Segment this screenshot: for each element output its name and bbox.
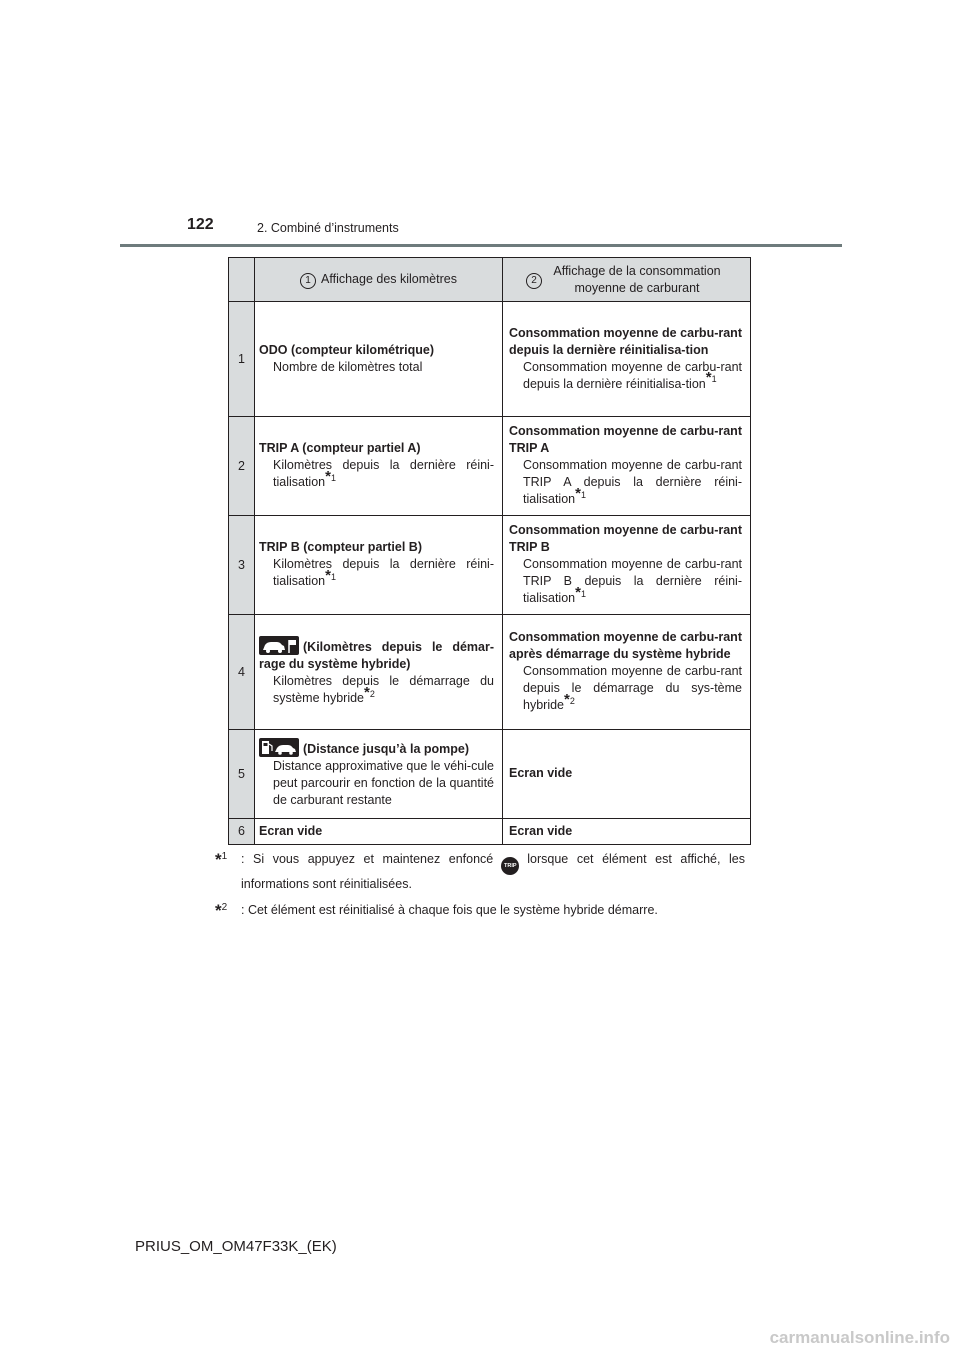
column-header-1 <box>255 258 503 302</box>
item-description-text: Kilomètres depuis la dernière réini-tialisation <box>273 458 494 489</box>
trip-a-consumption-cell <box>503 417 751 516</box>
footnote-ref: *2 <box>564 690 575 708</box>
footnote-ref-number: 2 <box>369 688 375 699</box>
footnote-ref: *1 <box>325 467 336 485</box>
document-code: PRIUS_OM_OM47F33K_(EK) <box>135 1238 337 1255</box>
blank-screen-cell <box>503 730 751 819</box>
row-number: 1 <box>229 302 255 417</box>
car-flag-icon <box>259 636 299 655</box>
watermark: carmanualsonline.info <box>769 1328 950 1347</box>
footnote-ref-number: 2 <box>569 695 575 706</box>
footnote-ref-number: 1 <box>580 489 586 500</box>
item-description <box>509 359 742 393</box>
item-description <box>259 457 494 491</box>
item-title: Ecran vide <box>509 766 573 780</box>
footnote-ref-number: 1 <box>580 588 586 599</box>
footnote-ref: *1 <box>575 583 586 601</box>
footnote-ref-number: 1 <box>330 472 336 483</box>
item-description: Distance approximative que le véhi-cule peut parcourir en fonction de la quantité de carburant restante <box>273 759 494 807</box>
footnote-ref-number: 1 <box>330 571 336 582</box>
footnote-mark-number: 1 <box>221 851 228 862</box>
range-cell <box>255 730 503 819</box>
circled-number-1: 1 <box>300 273 316 289</box>
odometer-cell <box>255 302 503 417</box>
footnote-ref: *2 <box>364 683 375 701</box>
table-row <box>229 417 751 516</box>
item-description-text: Consommation moyenne de carbu-rant depuis le démarrage du sys-tème hybride <box>523 664 742 712</box>
footnote-mark-number: 2 <box>221 902 228 913</box>
item-title <box>259 738 494 758</box>
item-description <box>509 457 742 508</box>
trip-a-cell <box>255 417 503 516</box>
item-title: TRIP B (compteur partiel B) <box>259 540 422 554</box>
item-description-text: Kilomètres depuis le démarrage du système hybride <box>273 674 494 705</box>
row-number: 2 <box>229 417 255 516</box>
item-description <box>259 556 494 590</box>
table-row <box>229 730 751 819</box>
footnote-text-after: lorsque cet élément est affiché, les informations sont réinitialisées. <box>241 852 745 891</box>
trip-button-icon: TRIP <box>501 857 519 875</box>
item-title: Consommation moyenne de carbu-rant après démarrage du système hybride <box>509 630 742 661</box>
footnote-ref: *1 <box>325 566 336 584</box>
info-table <box>228 257 751 845</box>
trip-b-consumption-cell <box>503 516 751 615</box>
circled-number-2: 2 <box>526 273 542 289</box>
table-row <box>229 302 751 417</box>
item-title: Ecran vide <box>509 824 573 838</box>
item-description-text: Consommation moyenne de carbu-rant TRIP A depuis la dernière réini-tialisation <box>523 458 742 506</box>
row-number: 5 <box>229 730 255 819</box>
page-number: 122 <box>187 216 214 233</box>
item-description <box>509 663 742 714</box>
row-number: 6 <box>229 819 255 845</box>
footnote-2 <box>215 901 745 920</box>
column-header-2 <box>503 258 751 302</box>
footnote-ref-number: 1 <box>711 374 717 385</box>
blank-screen-cell <box>255 819 503 845</box>
item-title: Ecran vide <box>259 824 323 838</box>
item-description <box>509 556 742 607</box>
header-empty-cell <box>229 258 255 302</box>
column-header-label: Affichage des kilomètres <box>321 271 457 286</box>
item-title: Consommation moyenne de carbu-rant TRIP B <box>509 523 742 554</box>
fuel-pump-car-icon <box>259 738 299 757</box>
item-title: Consommation moyenne de carbu-rant depuis la dernière réinitialisa-tion <box>509 325 742 357</box>
table-row <box>229 819 751 845</box>
footnote-1 <box>215 850 745 893</box>
table-header-row <box>229 258 751 302</box>
item-description <box>259 673 494 707</box>
table-row <box>229 615 751 730</box>
table-row <box>229 516 751 615</box>
item-title-text: (Kilomètres depuis le démar-rage du système hybride) <box>259 640 494 671</box>
item-title <box>259 636 494 673</box>
fuel-consumption-cell <box>503 302 751 417</box>
footnote-mark: *$^2$ <box>215 901 228 920</box>
item-description: Nombre de kilomètres total <box>273 359 423 374</box>
section-title: 2. Combiné d’instruments <box>257 221 399 235</box>
footnote-text: : Cet élément est réinitialisé à chaque fois que le système hybride démarre. <box>241 903 658 917</box>
row-number: 3 <box>229 516 255 615</box>
column-header-label: Affichage de la consommation moyenne de carburant <box>553 263 721 295</box>
row-number: 4 <box>229 615 255 730</box>
blank-screen-cell <box>503 819 751 845</box>
footnote-text-before: : Si vous appuyez et maintenez enfoncé <box>241 852 494 866</box>
footnote-text <box>241 850 745 893</box>
item-title: Consommation moyenne de carbu-rant TRIP A <box>509 424 742 455</box>
footnote-ref: *1 <box>575 484 586 502</box>
footnote-mark: *$^1$ <box>215 850 228 869</box>
item-description-text: Consommation moyenne de carbu-rant depuis la dernière réinitialisa-tion <box>523 359 742 391</box>
since-start-cell <box>255 615 503 730</box>
item-title-text: (Distance jusqu’à la pompe) <box>303 742 470 756</box>
footnote-ref: *1 <box>705 369 717 387</box>
item-description-text: Consommation moyenne de carbu-rant TRIP B depuis la dernière réini-tialisation <box>523 557 742 605</box>
header-rule <box>120 244 842 247</box>
item-title: ODO (compteur kilométrique) <box>259 342 435 357</box>
item-description-text: Kilomètres depuis la dernière réini-tialisation <box>273 557 494 588</box>
footnotes <box>215 850 745 928</box>
item-title: TRIP A (compteur partiel A) <box>259 441 421 455</box>
trip-b-cell <box>255 516 503 615</box>
since-start-consumption-cell <box>503 615 751 730</box>
